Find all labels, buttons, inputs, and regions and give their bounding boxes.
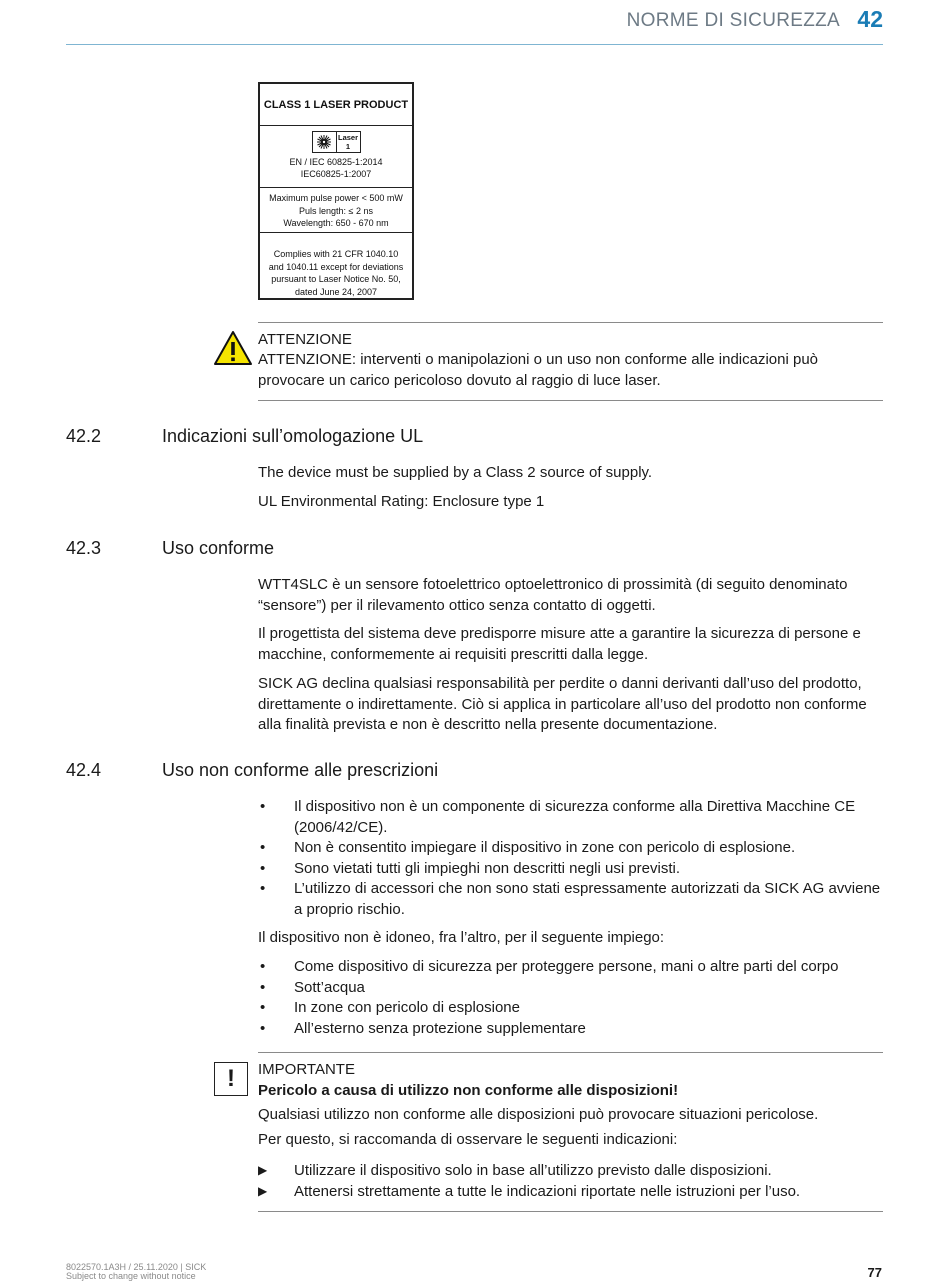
laser-compliance-line-3: pursuant to Laser Notice No. 50,: [271, 274, 401, 284]
header-chapter-number: 42: [857, 6, 883, 32]
laser-product-label: [258, 82, 414, 300]
important-top-rule: [258, 1052, 883, 1053]
caution-heading: ATTENZIONE: [258, 331, 352, 348]
section-42-3-para-1: WTT4SLC è un sensore fotoelettrico optoelettronico di prossimità (di seguito denominato “sensore”) per il rilevamento ottico senza contatto di oggetti.: [258, 576, 848, 614]
laser-label-title: CLASS 1 LASER PRODUCT: [260, 84, 412, 126]
laser-class-symbol: [312, 131, 361, 153]
important-text-2: Per questo, si raccomanda di osservare le seguenti indicazioni:: [258, 1131, 678, 1148]
laser-compliance-line-4: dated June 24, 2007: [294, 286, 378, 297]
laser-class-text: [337, 132, 360, 152]
section-42-3-title: Uso conforme: [162, 538, 275, 558]
laser-symbol-word: Laser: [337, 133, 358, 142]
footer-doc-info: [66, 1263, 206, 1281]
list-item: • Sott’acqua: [258, 978, 883, 999]
section-42-3-para-2: Il progettista del sistema deve predisporre misure atte a garantire la sicurezza di persone e macchine, conformemente ai requisiti prescritti dalla legge.: [258, 625, 861, 663]
list-item: ▶ Utilizzare il dispositivo solo in base all’utilizzo previsto dalle disposizioni.: [258, 1160, 883, 1181]
footer-notice: Subject to change without notice: [66, 1271, 196, 1281]
laser-standard-2: IEC60825-1:2007: [300, 169, 372, 179]
important-bottom-rule: [258, 1211, 883, 1212]
laser-class-section: [260, 126, 412, 188]
laser-wavelength: Wavelength: 650 - 670 nm: [283, 218, 389, 228]
laser-standard-1: EN / IEC 60825-1:2014: [289, 157, 383, 167]
laser-compliance-section: [260, 233, 412, 298]
caution-bottom-rule: [258, 400, 883, 401]
laser-symbol-class: 1: [345, 142, 351, 151]
list-item: • Sono vietati tutti gli impieghi non descritti negli usi previsti.: [258, 859, 883, 880]
section-42-2-number: 42.2: [66, 426, 102, 446]
important-subheading: Pericolo a causa di utilizzo non conforme alle disposizioni!: [258, 1082, 679, 1099]
section-42-3-number: 42.3: [66, 538, 102, 558]
laser-pulse-length: Puls length: ≤ 2 ns: [299, 205, 373, 216]
laser-specs-section: [260, 188, 412, 233]
warning-triangle-icon: [213, 330, 253, 371]
important-heading: IMPORTANTE: [258, 1061, 355, 1078]
footer-doc-id: 8022570.1A3H / 25.11.2020 | SICK: [66, 1262, 207, 1272]
laser-pulse-power: Maximum pulse power < 500 mW: [269, 193, 403, 203]
list-item: • Il dispositivo non è un componente di sicurezza conforme alla Direttiva Macchine CE (2006/42/CE).: [258, 797, 883, 838]
laser-starburst-icon: [313, 132, 337, 152]
laser-compliance-line-1: Complies with 21 CFR 1040.10: [273, 249, 399, 259]
list-item: • L’utilizzo di accessori che non sono stati espressamente autorizzati da SICK AG avviene a proprio rischio.: [258, 879, 883, 920]
list-item: • In zone con pericolo di esplosione: [258, 998, 883, 1019]
caution-text: ATTENZIONE: interventi o manipolazioni o un uso non conforme alle indicazioni può provocare un carico pericoloso dovuto al raggio di luce laser.: [258, 351, 819, 389]
list-item: • Come dispositivo di sicurezza per proteggere persone, mani o altre parti del corpo: [258, 957, 883, 978]
list-item: ▶ Attenersi strettamente a tutte le indicazioni riportate nelle istruzioni per l’uso.: [258, 1181, 883, 1202]
section-42-3-para-3: SICK AG declina qualsiasi responsabilità per perdite o danni derivanti dall’uso del prodotto, direttamente o indirettamente. Ciò si applica in particolare all’uso del prodotto non conforme alla finalità prevista e non è descritto nella presente documentazione.: [258, 675, 867, 733]
important-text-1: Qualsiasi utilizzo non conforme alle disposizioni può provocare situazioni pericolose.: [258, 1106, 819, 1123]
important-steps-list: [258, 1160, 883, 1202]
unsuitable-uses-list: [258, 957, 883, 1039]
section-42-2-para-1: The device must be supplied by a Class 2 source of supply.: [258, 464, 653, 481]
header-divider: [66, 44, 883, 45]
section-42-2-title: Indicazioni sull’omologazione UL: [162, 426, 424, 446]
footer-page-number: 77: [867, 1265, 882, 1280]
section-42-2-para-2: UL Environmental Rating: Enclosure type 1: [258, 493, 545, 510]
section-42-4-title: Uso non conforme alle prescrizioni: [162, 760, 439, 780]
unsuitable-intro: Il dispositivo non è idoneo, fra l’altro, per il seguente impiego:: [258, 929, 665, 946]
exclamation-box-icon: !: [214, 1062, 248, 1096]
caution-top-rule: [258, 322, 883, 323]
laser-compliance-line-2: and 1040.11 except for deviations: [268, 261, 404, 272]
list-item: • Non è consentito impiegare il dispositivo in zone con pericolo di esplosione.: [258, 838, 883, 859]
section-42-4-number: 42.4: [66, 760, 102, 780]
header-section-title: NORME DI SICUREZZA: [626, 10, 840, 31]
list-item: • All’esterno senza protezione supplementare: [258, 1019, 883, 1040]
prohibited-uses-list: [258, 797, 883, 920]
